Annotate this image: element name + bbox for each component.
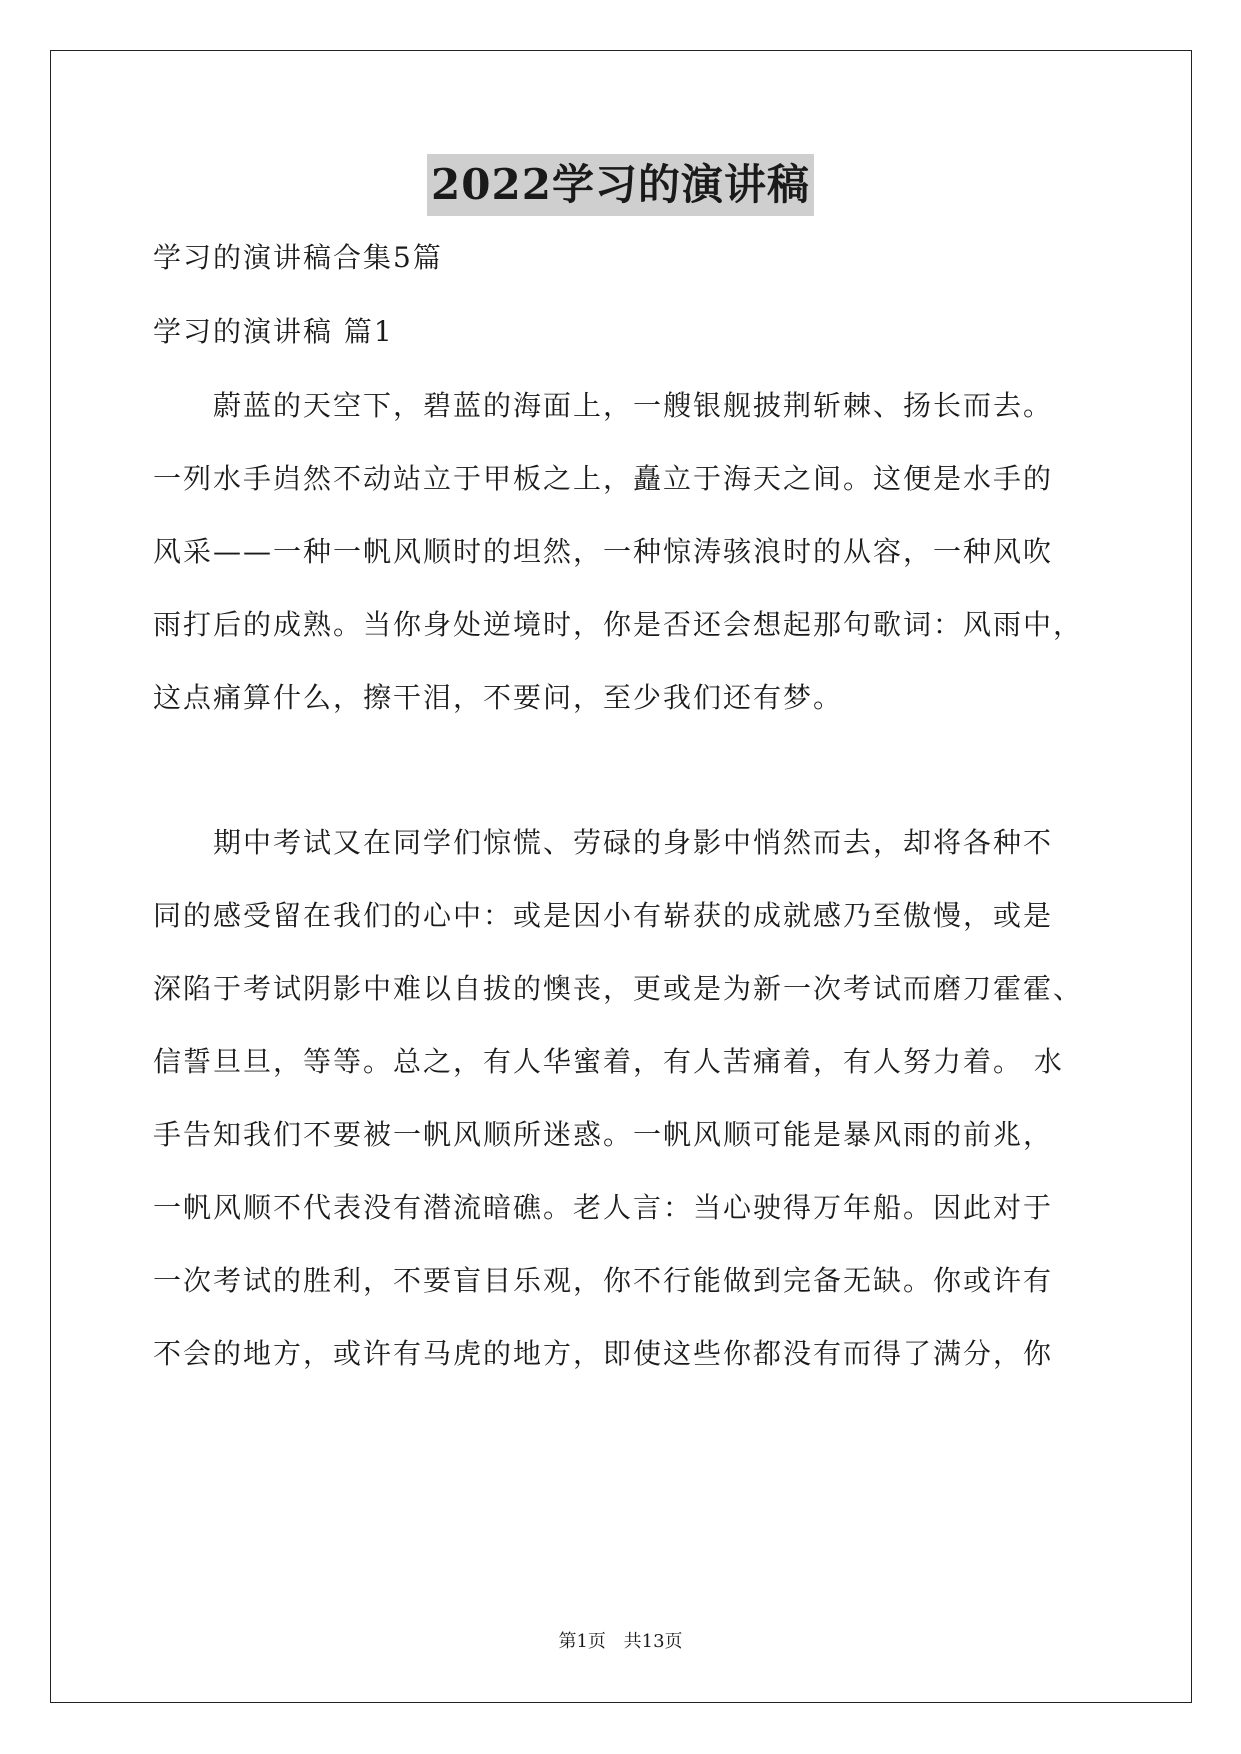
paragraph-line: 信誓旦旦，等等。总之，有人华蜜着，有人苦痛着，有人努力着。 水 (153, 1045, 1064, 1078)
page-number-total: 共13页 (623, 1631, 683, 1652)
paragraph-line: 一帆风顺不代表没有潜流暗礁。老人言：当心驶得万年船。因此对于 (153, 1191, 1054, 1224)
paragraph-line: 雨打后的成熟。当你身处逆境时，你是否还会想起那句歌词：风雨中， (153, 608, 1084, 641)
paragraph-line: 不会的地方，或许有马虎的地方，即使这些你都没有而得了满分，你 (153, 1337, 1054, 1370)
section-heading: 学习的演讲稿 篇1 (153, 315, 394, 348)
paragraph-line: 期中考试又在同学们惊慌、劳碌的身影中悄然而去，却将各种不 (153, 826, 1054, 859)
paragraph-line: 同的感受留在我们的心中：或是因小有崭获的成就感乃至傲慢，或是 (153, 899, 1054, 932)
page-footer (0, 1630, 1241, 1654)
title-container (0, 154, 1241, 216)
paragraph-line: 这点痛算什么，擦干泪，不要问，至少我们还有梦。 (153, 681, 844, 714)
paragraph-line: 手告知我们不要被一帆风顺所迷惑。一帆风顺可能是暴风雨的前兆， (153, 1118, 1054, 1151)
paragraph-line: 深陷于考试阴影中难以自拔的懊丧，更或是为新一次考试而磨刀霍霍、 (153, 972, 1084, 1005)
page-border (50, 50, 1192, 1703)
document-title: 2022学习的演讲稿 (427, 154, 814, 216)
paragraph-line: 风采——一种一帆风顺时的坦然，一种惊涛骇浪时的从容，一种风吹 (153, 535, 1054, 568)
paragraph-line: 一列水手岿然不动站立于甲板之上，矗立于海天之间。这便是水手的 (153, 462, 1054, 495)
paragraph-line: 蔚蓝的天空下，碧蓝的海面上，一艘银舰披荆斩棘、扬长而去。 (153, 389, 1054, 422)
page-number-current: 第1页 (558, 1631, 606, 1652)
paragraph-line: 一次考试的胜利，不要盲目乐观，你不行能做到完备无缺。你或许有 (153, 1264, 1054, 1297)
document-subtitle: 学习的演讲稿合集5篇 (153, 241, 443, 274)
